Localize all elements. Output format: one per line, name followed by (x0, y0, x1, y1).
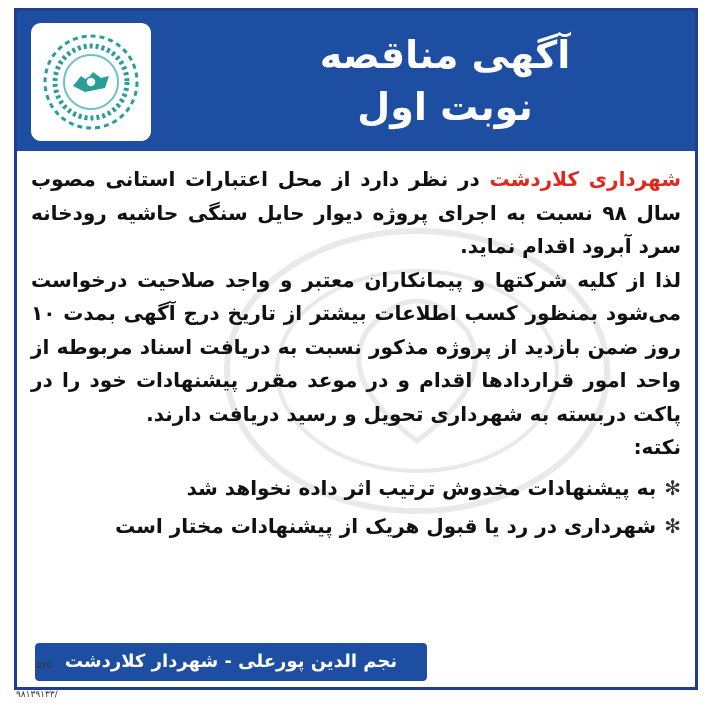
asterisk-icon: ✻ (664, 475, 681, 500)
signature-banner: نجم الدین پورعلی - شهردار کلاردشت (35, 643, 427, 681)
note-text: شهرداری در رد یا قبول هریک از پیشنهادات مختار است (115, 513, 657, 538)
ad-title (265, 29, 625, 133)
advertisement-frame (14, 8, 698, 690)
paragraph-1-text: در نظر دارد از محل اعتبارات استانی مصوب سال ۹۸ نسبت به اجرای پروژه دیوار حایل سنگی حاشیه رودخانه سرد آبرود اقدام نماید. (31, 167, 682, 258)
note-text: به پیشنهادات مخدوش ترتیب اثر داده نخواهد شد (186, 475, 657, 500)
organization-name: شهرداری کلاردشت (489, 167, 681, 191)
edge-code: /۹۸۱۳۹۱۳۳ (16, 690, 58, 700)
paragraph-2: لذا از کلیه شرکتها و پیمانکاران معتبر و واجد صلاحیت درخواست می‌شود بمنظور کسب اطلاعات بیشتر از تاریخ درج آگهی بمدت ۱۰ روز ضمن بازدید از پروژه مذکور نسبت به دریافت اسناد مربوطه از واحد امور قراردادها اقدام و در موعد مقرر پیشنهادات خود را در پاکت دربسته به شهرداری تحویل و رسید دریافت دارند. (31, 267, 681, 426)
municipality-seal-icon (39, 30, 143, 134)
ad-body (31, 163, 681, 545)
note-list (31, 469, 681, 545)
title-line-1: آگهی مناقصه (319, 33, 571, 77)
ad-header (17, 11, 695, 151)
asterisk-icon: ✻ (664, 513, 681, 538)
ad-footer (17, 633, 695, 687)
note-item (31, 469, 681, 507)
logo-box (31, 23, 151, 141)
note-item (31, 507, 681, 545)
ad-code: ۵۲۵ (37, 661, 52, 671)
title-line-2: نوبت اول (357, 85, 533, 129)
note-title: نکته: (633, 435, 681, 459)
paragraph-1 (31, 163, 681, 264)
